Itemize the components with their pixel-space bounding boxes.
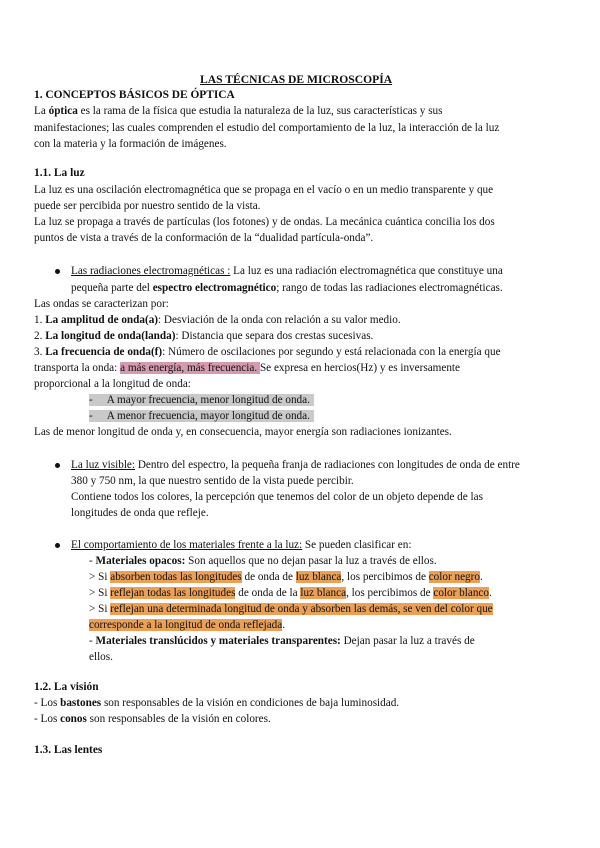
waves-intro: Las ondas se caracterizan por: <box>34 298 169 310</box>
paragraph-optics-line1: La óptica es la rama de la física que estudia la naturaleza de la luz, sus características y sus <box>34 105 443 117</box>
opaque-black: > Si absorben todas las longitudes de onda de luz blanca, los percibimos de color negro. <box>89 571 483 583</box>
wave-frequency-line2: transporta la onda: a más energía, más frecuencia. Se expresa en hercios(Hz) y es inversamente <box>34 362 461 374</box>
bullet-visible-light <box>55 463 60 468</box>
page-title: LAS TÉCNICAS DE MICROSCOPÍA <box>200 73 393 86</box>
rods-line: - Los bastones son responsables de la visión en condiciones de baja luminosidad. <box>34 697 400 709</box>
paragraph-optics-line3: con la materia y la formación de imágenes. <box>34 138 227 150</box>
opaque-color-line2: corresponde a la longitud de onda reflejada. <box>89 619 286 631</box>
radiation-line1: Las radiaciones electromagnéticas : La luz es una radiación electromagnética que constituye una <box>71 265 503 277</box>
wave-frequency-line3: proporcional a la longitud de onda: <box>34 378 191 390</box>
light-paragraph-line3: La luz se propaga a través de partículas (los fotones) y de ondas. La mecánica cuántica concilia los dos <box>34 216 495 228</box>
frequency-rule-1: - A mayor frecuencia, menor longitud de onda. <box>89 393 314 407</box>
opaque-color-line1: > Si reflejan una determinada longitud de onda y absorben las demás, se ven del color que <box>89 603 493 615</box>
section-1-3-heading: 1.3. Las lentes <box>34 744 103 756</box>
wave-length: 2. La longitud de onda(landa): Distancia que separa dos crestas sucesivas. <box>34 330 374 342</box>
visible-line1: La luz visible: Dentro del espectro, la pequeña franja de radiaciones con longitudes de onda de entre <box>71 459 520 471</box>
opaque-materials: - Materiales opacos: Son aquellos que no dejan pasar la luz a través de ellos. <box>89 555 437 567</box>
bullet-materials <box>55 543 60 548</box>
visible-line2: 380 y 750 nm, la que nuestro sentido de la vista puede percibir. <box>71 475 354 487</box>
frequency-rule-2: - A menor frecuencia, mayor longitud de onda. <box>89 409 314 423</box>
light-paragraph-line2: puede ser percibida por nuestro sentido de la vista. <box>34 200 261 212</box>
section-1-heading: 1. CONCEPTOS BÁSICOS DE ÓPTICA <box>34 89 235 101</box>
bullet-radiation <box>55 269 60 274</box>
translucent-materials-cont: ellos. <box>89 651 113 663</box>
visible-line3: Contiene todos los colores, la percepción que tenemos del color de un objeto depende de las <box>71 491 483 503</box>
section-1-2-heading: 1.2. La visión <box>34 681 99 693</box>
paragraph-optics-line2: manifestaciones; las cuales comprenden el estudio del comportamiento de la luz, la interacción de la luz <box>34 122 500 134</box>
radiation-line2: pequeña parte del espectro electromagnético; rango de todas las radiaciones electromagnéticas. <box>71 282 503 294</box>
opaque-white: > Si reflejan todas las longitudes de onda de la luz blanca, los percibimos de color blanco. <box>89 587 492 599</box>
cones-line: - Los conos son responsables de la visión en colores. <box>34 713 271 725</box>
section-1-1-heading: 1.1. La luz <box>34 167 85 179</box>
ionizing-note: Las de menor longitud de onda y, en consecuencia, mayor energía son radiaciones ionizantes. <box>34 426 452 438</box>
translucent-materials: - Materiales translúcidos y materiales transparentes: Dejan pasar la luz a través de <box>89 635 475 647</box>
wave-amplitude: 1. La amplitud de onda(a): Desviación de la onda con relación a su valor medio. <box>34 314 401 326</box>
wave-frequency-line1: 3. La frecuencia de onda(f): Número de oscilaciones por segundo y está relacionada con la energía que <box>34 346 501 358</box>
light-paragraph-line4: puntos de vista a través de la conformación de la “dualidad partícula-onda”. <box>34 232 374 244</box>
light-paragraph-line1: La luz es una oscilación electromagnética que se propaga en el vacío o en un medio transparente y que <box>34 184 494 196</box>
materials-intro: El comportamiento de los materiales frente a la luz: Se pueden clasificar en: <box>71 539 412 551</box>
visible-line4: longitudes de onda que refleje. <box>71 507 209 519</box>
